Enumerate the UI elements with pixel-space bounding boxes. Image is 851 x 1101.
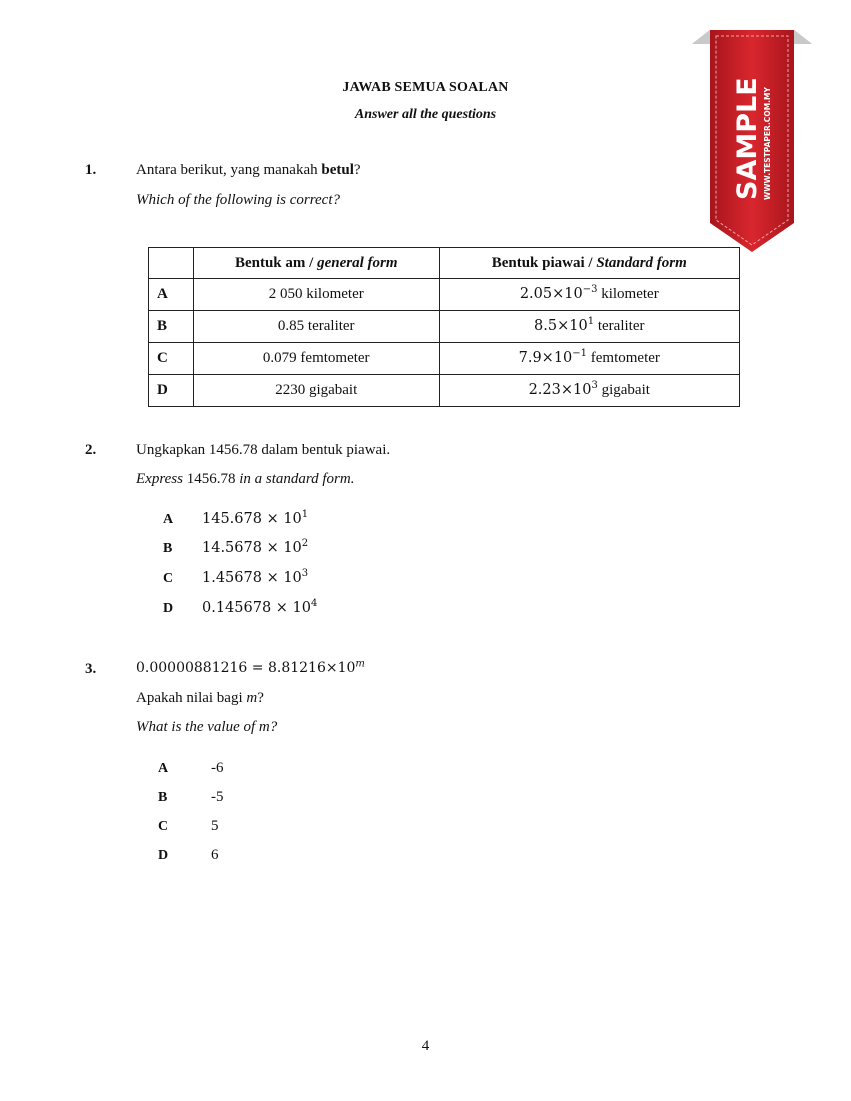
row-unit: kilometer — [601, 286, 659, 302]
q3-option-value: -6 — [211, 760, 224, 776]
sample-ribbon — [690, 28, 814, 258]
row-general: 2 050 kilometer — [193, 279, 439, 311]
row-letter: B — [149, 311, 194, 343]
q3-option-value: 5 — [211, 818, 219, 834]
q2-option-letter: D — [163, 601, 174, 616]
q3-option-value: 6 — [211, 847, 219, 863]
q1-text-ms-pre: Antara berikut, yang manakah — [136, 162, 322, 178]
row-letter: D — [149, 375, 194, 407]
q2-text-en — [136, 471, 354, 488]
q2-option-value: $14.5678 \times 10^2$ — [202, 538, 309, 556]
table-row — [149, 311, 740, 343]
q3-text-ms-var: m — [246, 690, 258, 706]
col1-en: general form — [317, 254, 398, 271]
q2-option-exp: 1 — [301, 509, 309, 521]
q2-option-exp: 3 — [301, 568, 309, 580]
q2-option-value: $0.145678 \times 10^4$ — [202, 598, 318, 616]
table-header-general — [193, 248, 439, 279]
q3-option-letter: B — [158, 790, 168, 805]
q1-number: 1. — [85, 162, 97, 178]
row-standard: $2.23\times 10^3$ gigabait — [439, 375, 739, 407]
row-standard: $2.05\times 10^{-3}$ kilometer — [439, 279, 739, 311]
row-exp: 1 — [587, 316, 595, 328]
col2-en: Standard form — [596, 254, 687, 271]
q1-text-ms — [136, 162, 361, 179]
col1-ms: Bentuk am / — [234, 254, 318, 271]
q1-text-ms-bold: betul — [321, 162, 354, 178]
q3-option-letter: C — [158, 819, 169, 834]
row-exp: 3 — [591, 380, 598, 392]
row-unit: gigabait — [601, 382, 650, 398]
q2-option-letter: B — [163, 541, 173, 556]
q3-option-letter: D — [158, 848, 169, 863]
table-header-row — [149, 248, 740, 279]
row-exp: −3 — [582, 284, 598, 296]
row-unit: teraliter — [597, 318, 645, 334]
section-subtitle: Answer all the questions — [354, 107, 497, 122]
row-exp: −1 — [572, 348, 588, 360]
q1-text-ms-post: ? — [353, 162, 361, 178]
row-letter: C — [149, 343, 194, 375]
table-header-standard — [439, 248, 739, 279]
q3-text-en: What is the value of m? — [136, 719, 278, 735]
row-coef: 8.5 — [534, 318, 558, 334]
q2-number: 2. — [85, 442, 97, 458]
q2-option-value: $1.45678 \times 10^3$ — [202, 568, 309, 586]
row-coef: 2.05 — [519, 286, 553, 302]
q1-text-en: Which of the following is correct? — [136, 192, 341, 208]
row-coef: 7.9 — [518, 350, 542, 366]
q3-equation-exp: m — [355, 658, 365, 670]
q2-option-coef: 0.145678 — [202, 600, 272, 616]
row-general: 0.079 femtometer — [193, 343, 439, 375]
q2-text-en-num: 1456.78 — [186, 471, 236, 487]
q2-option-exp: 4 — [311, 598, 318, 610]
row-letter: A — [149, 279, 194, 311]
table-row — [149, 343, 740, 375]
col2-ms: Bentuk piawai / — [491, 254, 597, 271]
q2-option-coef: 1.45678 — [202, 570, 262, 586]
row-unit: femtometer — [590, 350, 660, 366]
q3-option-value: -5 — [211, 789, 224, 805]
q2-text-en-post: in a standard form. — [235, 471, 355, 487]
ribbon-url: WWW.TESTPAPER.COM.MY — [763, 87, 772, 200]
q1-table — [148, 247, 740, 407]
q3-text-ms-post: ? — [257, 690, 264, 706]
q3-text-ms — [136, 690, 264, 707]
row-general: 0.85 teraliter — [193, 311, 439, 343]
q2-text-en-pre: Express — [136, 471, 187, 487]
q2-option-letter: C — [163, 571, 174, 586]
row-standard: $7.9\times 10^{-1}$ femtometer — [439, 343, 739, 375]
table-row — [149, 279, 740, 311]
q3-text-ms-pre: Apakah nilai bagi — [136, 690, 247, 706]
row-coef: 2.23 — [528, 382, 561, 398]
q2-option-exp: 2 — [301, 538, 309, 550]
q3-equation — [136, 660, 365, 676]
q2-text-ms: Ungkapkan 1456.78 dalam bentuk piawai. — [136, 442, 391, 458]
ribbon-sample-label: SAMPLE — [732, 77, 763, 200]
q3-equation-lhs: 0.00000881216 = 8.81216×10 — [136, 660, 356, 676]
table-header-empty — [149, 248, 194, 279]
q2-option-letter: A — [163, 512, 174, 527]
q2-option-coef: 145.678 — [202, 511, 262, 527]
q3-option-letter: A — [158, 761, 169, 776]
section-title: JAWAB SEMUA SOALAN — [342, 80, 509, 95]
q2-option-value: $145.678 \times 10^1$ — [202, 509, 309, 527]
q3-number: 3. — [85, 661, 97, 677]
table-row — [149, 375, 740, 407]
q2-option-coef: 14.5678 — [202, 540, 262, 556]
row-general: 2230 gigabait — [193, 375, 439, 407]
page-number: 4 — [421, 1038, 430, 1054]
row-standard: $8.5\times 10^1$ teraliter — [439, 311, 739, 343]
